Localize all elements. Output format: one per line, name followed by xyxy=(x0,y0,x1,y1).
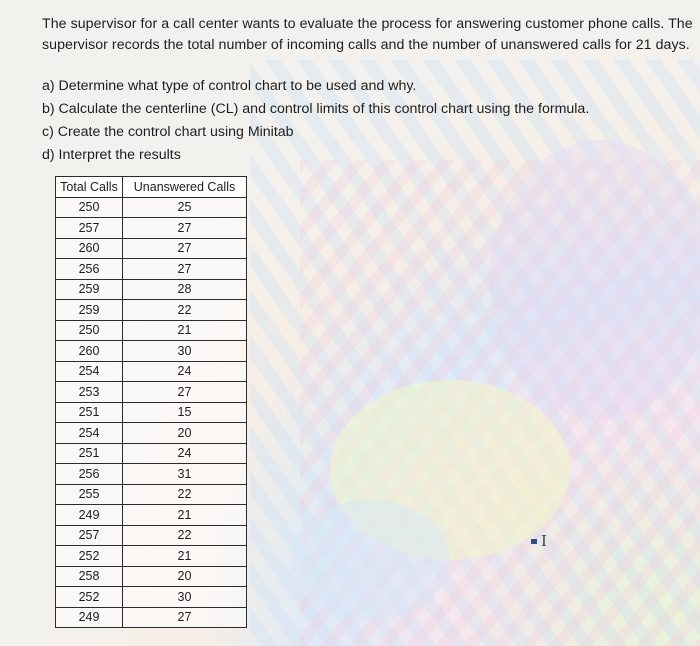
unanswered-calls-cell: 21 xyxy=(123,320,247,341)
question-d: d) Interpret the results xyxy=(42,147,181,163)
table-row xyxy=(56,484,247,505)
total-calls-cell: 260 xyxy=(56,341,123,362)
table-row xyxy=(56,464,247,485)
problem-line-2: supervisor records the total number of incoming calls and the number of unanswered calls for 21 days. xyxy=(42,37,690,53)
total-calls-cell: 252 xyxy=(56,587,123,608)
total-calls-cell: 249 xyxy=(56,505,123,526)
total-calls-cell: 251 xyxy=(56,402,123,423)
total-calls-cell: 254 xyxy=(56,361,123,382)
table-header-row xyxy=(56,177,247,198)
unanswered-calls-cell: 27 xyxy=(123,607,247,628)
table-row xyxy=(56,197,247,218)
unanswered-calls-cell: 20 xyxy=(123,566,247,587)
total-calls-cell: 257 xyxy=(56,218,123,239)
unanswered-calls-cell: 31 xyxy=(123,464,247,485)
question-list xyxy=(42,75,589,167)
table-row xyxy=(56,402,247,423)
problem-line-1: The supervisor for a call center wants to evaluate the process for answering customer phone calls. The xyxy=(42,16,693,32)
total-calls-cell: 256 xyxy=(56,259,123,280)
total-calls-cell: 256 xyxy=(56,464,123,485)
cursor-marker-icon xyxy=(531,539,537,544)
table-row xyxy=(56,525,247,546)
unanswered-calls-cell: 27 xyxy=(123,259,247,280)
total-calls-cell: 254 xyxy=(56,423,123,444)
calls-data-table xyxy=(55,176,247,628)
unanswered-calls-cell: 27 xyxy=(123,218,247,239)
total-calls-cell: 252 xyxy=(56,546,123,567)
unanswered-calls-cell: 20 xyxy=(123,423,247,444)
table-row xyxy=(56,443,247,464)
question-c: c) Create the control chart using Minitab xyxy=(42,124,294,140)
problem-statement xyxy=(42,14,700,56)
table-row xyxy=(56,218,247,239)
table-row xyxy=(56,382,247,403)
table-row xyxy=(56,341,247,362)
table-row xyxy=(56,587,247,608)
unanswered-calls-cell: 21 xyxy=(123,505,247,526)
unanswered-calls-cell: 28 xyxy=(123,279,247,300)
table-row xyxy=(56,505,247,526)
header-unanswered-calls: Unanswered Calls xyxy=(123,177,247,198)
table-row xyxy=(56,279,247,300)
header-total-calls: Total Calls xyxy=(56,177,123,198)
unanswered-calls-cell: 27 xyxy=(123,382,247,403)
i-beam-icon: I xyxy=(541,532,547,550)
text-cursor-icon xyxy=(531,532,547,550)
total-calls-cell: 260 xyxy=(56,238,123,259)
unanswered-calls-cell: 25 xyxy=(123,197,247,218)
question-b: b) Calculate the centerline (CL) and control limits of this control chart using the formula. xyxy=(42,101,590,117)
unanswered-calls-cell: 22 xyxy=(123,300,247,321)
total-calls-cell: 253 xyxy=(56,382,123,403)
table-row xyxy=(56,320,247,341)
unanswered-calls-cell: 15 xyxy=(123,402,247,423)
total-calls-cell: 251 xyxy=(56,443,123,464)
table-row xyxy=(56,607,247,628)
table-row xyxy=(56,300,247,321)
total-calls-cell: 258 xyxy=(56,566,123,587)
table-row xyxy=(56,423,247,444)
total-calls-cell: 259 xyxy=(56,279,123,300)
total-calls-cell: 257 xyxy=(56,525,123,546)
table-row xyxy=(56,238,247,259)
table-row xyxy=(56,361,247,382)
total-calls-cell: 250 xyxy=(56,197,123,218)
table-row xyxy=(56,566,247,587)
total-calls-cell: 255 xyxy=(56,484,123,505)
table-row xyxy=(56,546,247,567)
unanswered-calls-cell: 22 xyxy=(123,525,247,546)
unanswered-calls-cell: 30 xyxy=(123,341,247,362)
total-calls-cell: 250 xyxy=(56,320,123,341)
unanswered-calls-cell: 21 xyxy=(123,546,247,567)
unanswered-calls-cell: 24 xyxy=(123,361,247,382)
table-row xyxy=(56,259,247,280)
unanswered-calls-cell: 30 xyxy=(123,587,247,608)
total-calls-cell: 249 xyxy=(56,607,123,628)
unanswered-calls-cell: 27 xyxy=(123,238,247,259)
question-a: a) Determine what type of control chart to be used and why. xyxy=(42,78,417,94)
unanswered-calls-cell: 22 xyxy=(123,484,247,505)
unanswered-calls-cell: 24 xyxy=(123,443,247,464)
total-calls-cell: 259 xyxy=(56,300,123,321)
